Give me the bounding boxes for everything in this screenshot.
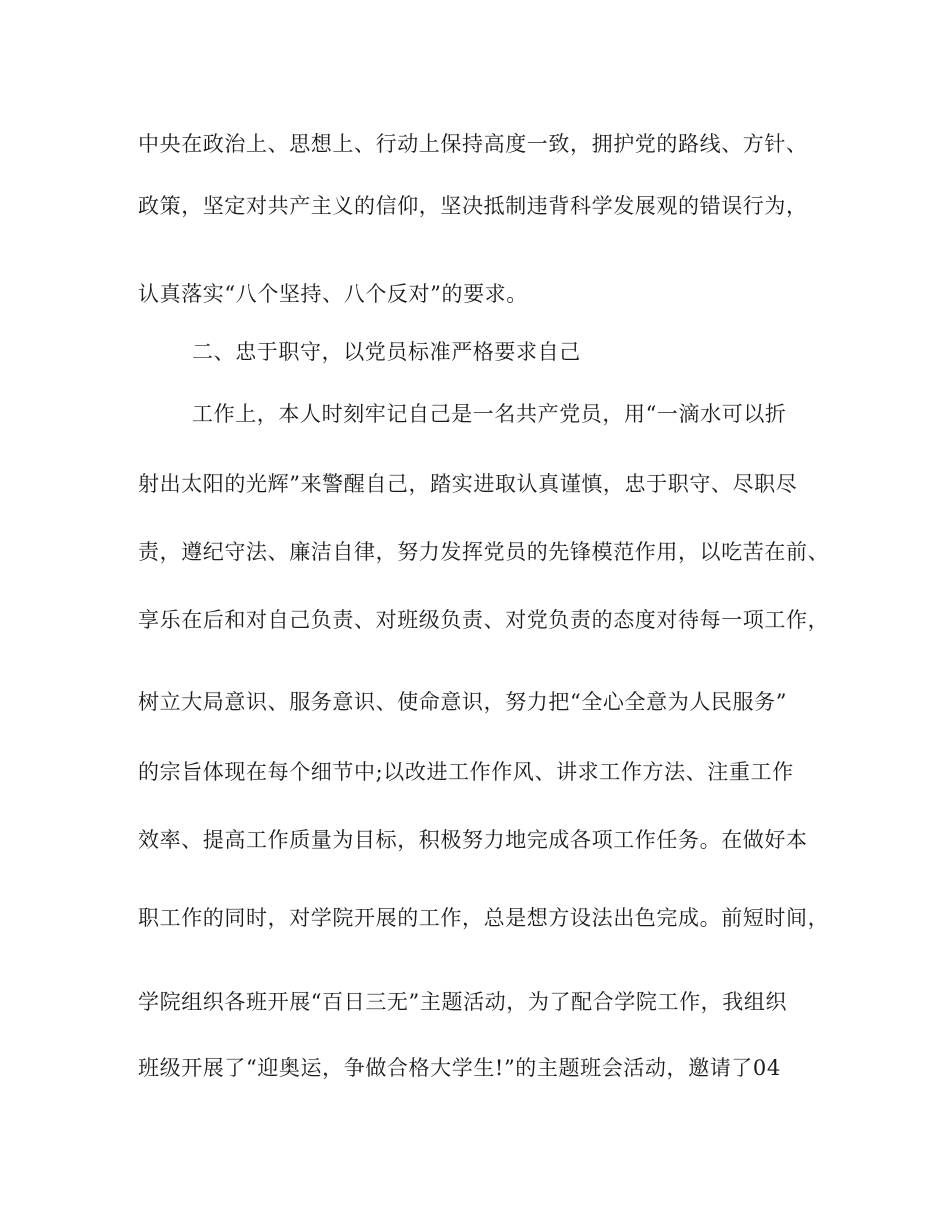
text-line-13: 学院组织各班开展“百日三无”主题活动，为了配合学院工作，我组织 bbox=[138, 990, 788, 1014]
text-line-7: 责，遵纪守法、廉洁自律，努力发挥党员的先锋模范作用，以吃苦在前、 bbox=[138, 540, 830, 564]
section-heading: 二、忠于职守，以党员标准严格要求自己 bbox=[192, 340, 581, 364]
text-line-12: 职工作的同时，对学院开展的工作，总是想方设法出色完成。前短时间， bbox=[138, 906, 830, 930]
text-line-2: 政策，坚定对共产主义的信仰，坚决抵制违背科学发展观的错误行为， bbox=[138, 194, 808, 218]
text-line-5: 工作上，本人时刻牢记自己是一名共产党员，用“一滴水可以折 bbox=[192, 402, 787, 426]
text-line-6: 射出太阳的光辉”来警醒自己，踏实进取认真谨慎，忠于职守、尽职尽 bbox=[138, 472, 798, 496]
text-line-1: 中央在政治上、思想上、行动上保持高度一致，拥护党的路线、方针、 bbox=[138, 132, 808, 156]
text-line-9: 树立大局意识、服务意识、使命意识，努力把“全心全意为人民服务” bbox=[138, 690, 788, 714]
text-line-11: 效率、提高工作质量为目标，积极努力地完成各项工作任务。在做好本 bbox=[138, 828, 808, 852]
text-line-3: 认真落实“八个坚持、八个反对”的要求。 bbox=[138, 282, 528, 306]
text-line-8: 享乐在后和对自己负责、对班级负责、对党负责的态度对待每一项工作， bbox=[138, 608, 830, 632]
text-line-14: 班级开展了“迎奥运，争做合格大学生!”的主题班会活动，邀请了04 bbox=[138, 1056, 781, 1080]
text-line-10: 的宗旨体现在每个细节中;以改进工作作风、讲求工作方法、注重工作 bbox=[138, 760, 794, 784]
